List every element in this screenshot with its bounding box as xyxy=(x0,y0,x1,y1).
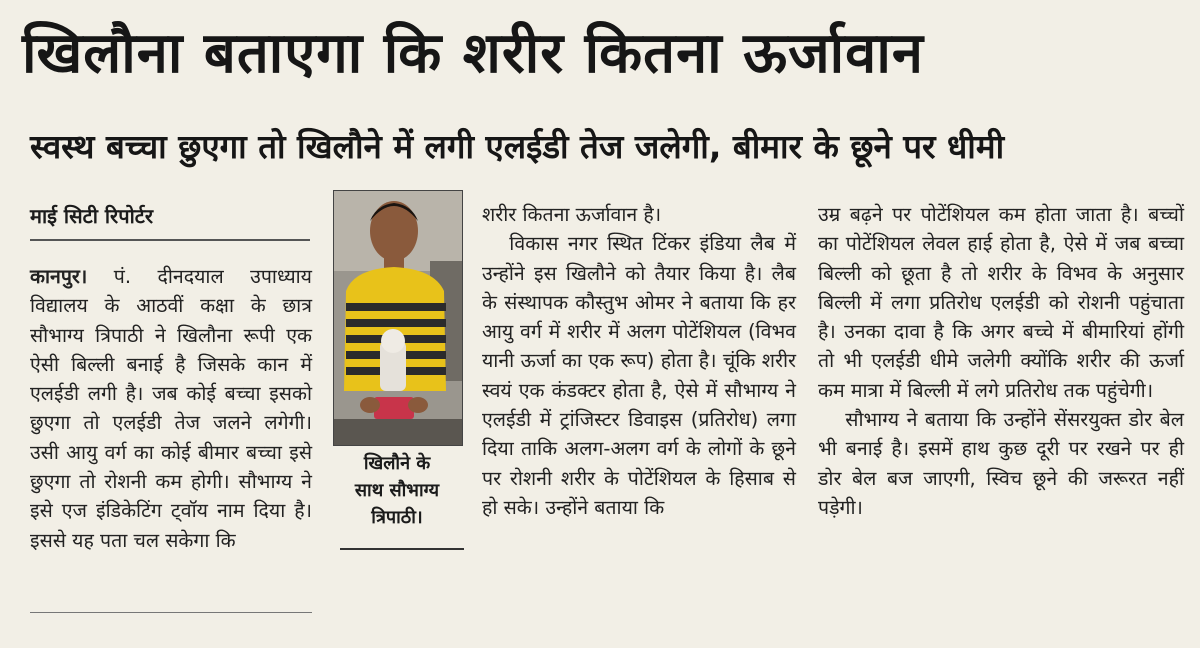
subheadline: स्वस्थ बच्चा छुएगा तो खिलौने में लगी एलईडी तेज जलेगी, बीमार के छूने पर धीमी xyxy=(30,127,1005,166)
headline: खिलौना बताएगा कि शरीर कितना ऊर्जावान xyxy=(22,21,924,86)
bottom-divider xyxy=(30,612,312,613)
student-photo-illustration xyxy=(334,191,462,445)
byline: माई सिटी रिपोर्टर xyxy=(30,204,154,228)
column3-para-1: शरीर कितना ऊर्जावान है। xyxy=(482,203,662,226)
caption-line-3: त्रिपाठी। xyxy=(371,507,423,528)
column4-para-2: सौभाग्य ने बताया कि उन्होंने सेंसरयुक्त डोर बेल भी बनाई है। इसमें हाथ कुछ दूरी पर रखने पर ही डोर बेल बज जाएगी, स्विच छूने की जरूरत नहीं पड़ेगी। xyxy=(818,408,1184,519)
student-photo xyxy=(333,190,463,446)
column1-text: पं. दीनदयाल उपाध्याय विद्यालय के आठवीं कक्षा के छात्र सौभाग्य त्रिपाठी ने खिलौना रूपी एक ऐसी बिल्ली बनाई है जिसके कान में एलईडी लगी है। जब कोई बच्चा इसको छुएगा तो एलईडी तेज जलने लगेगी। उसी आयु वर्ग का कोई बीमार बच्चा इसे छुएगा तो रोशनी कम होगी। सौभाग्य ने इसे एज इंडिकेटिंग ट्वॉय नाम दिया है। इससे यह पता चल सकेगा कि xyxy=(30,265,312,552)
article-column-1 xyxy=(30,262,312,555)
photo-caption xyxy=(330,450,464,531)
caption-line-1: खिलौने के xyxy=(363,453,431,474)
column4-para-1: उम्र बढ़ने पर पोटेंशियल कम होता जाता है। बच्चों का पोटेंशियल लेवल हाई होता है, ऐसे में जब बच्चा बिल्ली को छूता है तो शरीर के विभव के अनुसार बिल्ली में लगा प्रतिरोध एलईडी को रोशनी पहुंचाता है। उनका दावा है कि अगर बच्चे में बीमारियां होंगी तो भी एलईडी धीमे जलेगी क्योंकि शरीर की ऊर्जा कम मात्रा में बिल्ली में लगे प्रतिरोध तक पहुंचेगी। xyxy=(818,203,1184,402)
caption-divider xyxy=(340,548,464,550)
caption-line-2: साथ सौभाग्य xyxy=(354,480,440,501)
column3-para-2: विकास नगर स्थित टिंकर इंडिया लैब में उन्होंने इस खिलौने को तैयार किया है। लैब के संस्थापक कौस्तुभ ओमर ने बताया कि हर आयु वर्ग में शरीर में अलग पोटेंशियल (विभव यानी ऊर्जा का एक रूप) होता है। चूंकि शरीर स्वयं एक कंडक्टर होता है, ऐसे में सौभाग्य ने एलईडी में ट्रांजिस्टर डिवाइस (प्रतिरोध) लगा दिया ताकि अलग-अलग वर्ग के लोगों के छूने पर रोशनी शरीर के पोटेंशियल के हिसाब से हो सके। उन्होंने बताया कि xyxy=(482,232,796,519)
dateline: कानपुर। xyxy=(30,265,88,288)
article-column-3 xyxy=(482,200,796,522)
article-column-4 xyxy=(818,200,1184,522)
byline-divider xyxy=(30,239,310,241)
